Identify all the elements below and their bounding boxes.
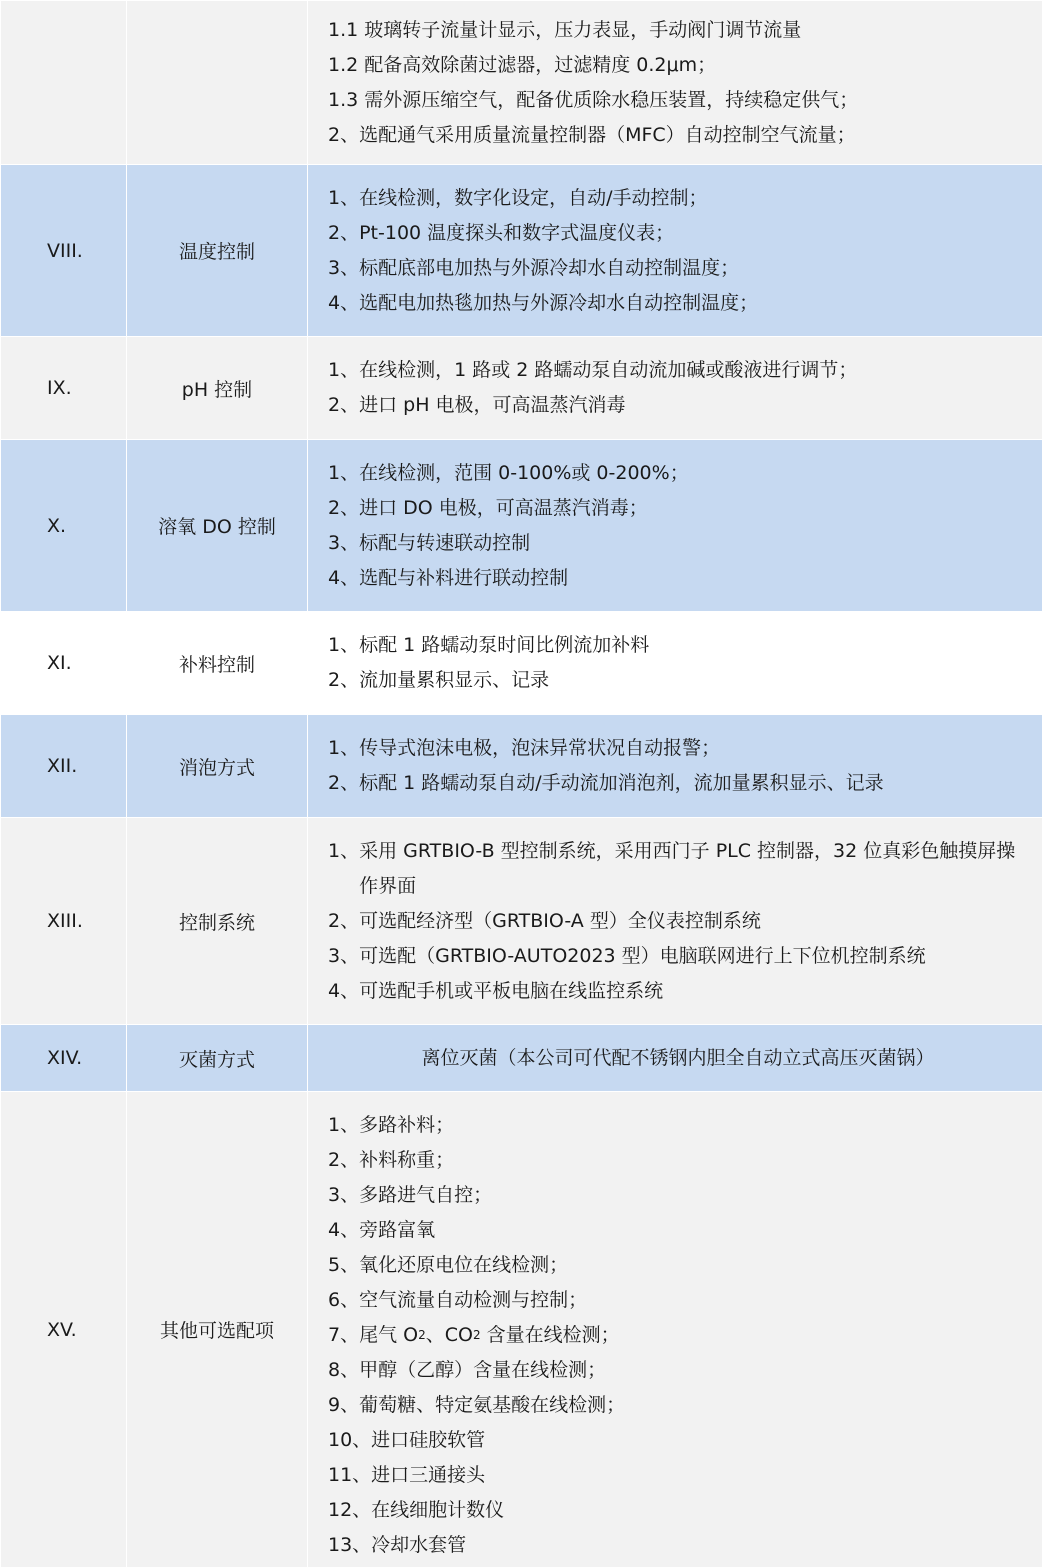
- desc-line: 4、选配与补料进行联动控制: [328, 566, 569, 589]
- desc-line: 6、空气流量自动检测与控制；: [328, 1289, 588, 1311]
- desc-line: 5、氧化还原电位在线检测；: [328, 1254, 569, 1276]
- row-description: [308, 337, 1043, 440]
- desc-line: 2、Pt-100 温度探头和数字式温度仪表；: [328, 221, 675, 244]
- row-description: [308, 612, 1043, 715]
- desc-line: 2、补料称重；: [328, 1149, 455, 1171]
- row-item: 灭菌方式: [127, 1025, 308, 1092]
- line-text: 可选配手机或平板电脑在线监控系统: [359, 979, 664, 1002]
- row-number: [1, 1, 127, 165]
- row-item: 消泡方式: [127, 715, 308, 818]
- row-description: [308, 440, 1043, 612]
- line-number: 2、: [328, 909, 360, 932]
- row-item: 溶氧 DO 控制: [127, 440, 308, 612]
- table-row-temperature: [1, 165, 1043, 337]
- subscript: 2: [418, 1328, 426, 1342]
- desc-line: 3、多路进气自控；: [328, 1184, 493, 1206]
- row-item: 控制系统: [127, 818, 308, 1025]
- desc-line: 离位灭菌（本公司可代配不锈钢内胆全自动立式高压灭菌锅）: [421, 1046, 935, 1069]
- line-text: 可选配（GRTBIO-AUTO2023 型）电脑联网进行上下位机控制系统: [359, 944, 926, 967]
- row-number: IX.: [1, 337, 127, 440]
- desc-line: 1、在线检测，1 路或 2 路蠕动泵自动流加碱或酸液进行调节；: [328, 359, 858, 381]
- desc-line: 13、冷却水套管: [328, 1534, 467, 1556]
- row-description: [308, 1025, 1043, 1092]
- desc-line: 2、进口 DO 电极，可高温蒸汽消毒；: [328, 496, 648, 519]
- desc-line: 4、旁路富氧: [328, 1219, 436, 1241]
- table-row-options: [1, 1092, 1043, 1568]
- row-description: [308, 1092, 1043, 1568]
- row-number: XII.: [1, 715, 127, 818]
- row-number: XI.: [1, 612, 127, 715]
- desc-line: 1、传导式泡沫电极，泡沫异常状况自动报警；: [328, 737, 721, 759]
- table-row-do: [1, 440, 1043, 612]
- table-row-feeding: [1, 612, 1043, 715]
- desc-line: 2、进口 pH 电极，可高温蒸汽消毒: [328, 394, 626, 416]
- row-number: VIII.: [1, 165, 127, 337]
- line-number: 3、: [328, 944, 360, 967]
- desc-line: 9、葡萄糖、特定氨基酸在线检测；: [328, 1394, 626, 1416]
- desc-line: 2、流加量累积显示、记录: [328, 669, 550, 691]
- desc-line: 12、在线细胞计数仪: [328, 1499, 505, 1521]
- row-number: X.: [1, 440, 127, 612]
- gas-prefix: 7、尾气 O: [328, 1324, 419, 1346]
- desc-line: [328, 939, 1028, 974]
- table-row-control-system: [1, 818, 1043, 1025]
- row-item: 温度控制: [127, 165, 308, 337]
- desc-line: [328, 834, 1028, 904]
- desc-line: 2、标配 1 路蠕动泵自动/手动流加消泡剂，流加量累积显示、记录: [328, 772, 884, 794]
- subscript: 2: [472, 1328, 481, 1342]
- desc-line: 1、在线检测，数字化设定，自动/手动控制；: [328, 186, 708, 209]
- desc-line: 1、多路补料；: [328, 1114, 455, 1136]
- row-item: [127, 1, 308, 165]
- desc-line: 1.2 配备高效除菌过滤器，过滤精度 0.2μm；: [328, 53, 717, 76]
- desc-line: 4、选配电加热毯加热与外源冷却水自动控制温度；: [328, 291, 759, 314]
- desc-line: 1、在线检测，范围 0-100%或 0-200%；: [328, 461, 689, 484]
- row-item: 其他可选配项: [127, 1092, 308, 1568]
- desc-line: 3、标配底部电加热与外源冷却水自动控制温度；: [328, 256, 740, 279]
- row-description: [308, 715, 1043, 818]
- desc-line: 2、选配通气采用质量流量控制器（MFC）自动控制空气流量；: [328, 123, 856, 146]
- table-row-sterilization: [1, 1025, 1043, 1092]
- desc-line: 8、甲醇（乙醇）含量在线检测；: [328, 1359, 607, 1381]
- line-number: 4、: [328, 979, 360, 1002]
- row-number: XIV.: [1, 1025, 127, 1092]
- desc-line: [328, 974, 1028, 1009]
- desc-line: 10、进口硅胶软管: [328, 1429, 486, 1451]
- table-row-aeration-cont: [1, 1, 1043, 165]
- line-text: 采用 GRTBIO-B 型控制系统，采用西门子 PLC 控制器，32 位真彩色触摸屏操作界面: [359, 839, 1016, 897]
- desc-line-gas: [328, 1318, 1028, 1353]
- desc-line: 11、进口三通接头: [328, 1464, 486, 1486]
- line-number: 1、: [328, 839, 360, 862]
- row-item: 补料控制: [127, 612, 308, 715]
- row-description: [308, 165, 1043, 337]
- table-row-ph: [1, 337, 1043, 440]
- line-text: 可选配经济型（GRTBIO-A 型）全仪表控制系统: [359, 909, 761, 932]
- gas-mid: 、CO: [425, 1324, 473, 1346]
- desc-line: [328, 904, 1028, 939]
- row-description: [308, 1, 1043, 165]
- desc-line: 1.3 需外源压缩空气，配备优质除水稳压装置，持续稳定供气；: [328, 88, 859, 111]
- row-item: pH 控制: [127, 337, 308, 440]
- desc-line: 1.1 玻璃转子流量计显示，压力表显，手动阀门调节流量: [328, 18, 802, 41]
- desc-line: 3、标配与转速联动控制: [328, 531, 531, 554]
- row-number: XV.: [1, 1092, 127, 1568]
- desc-line: 1、标配 1 路蠕动泵时间比例流加补料: [328, 634, 650, 656]
- gas-suffix: 含量在线检测；: [480, 1324, 620, 1346]
- row-number: XIII.: [1, 818, 127, 1025]
- row-description: [308, 818, 1043, 1025]
- table-row-defoaming: [1, 715, 1043, 818]
